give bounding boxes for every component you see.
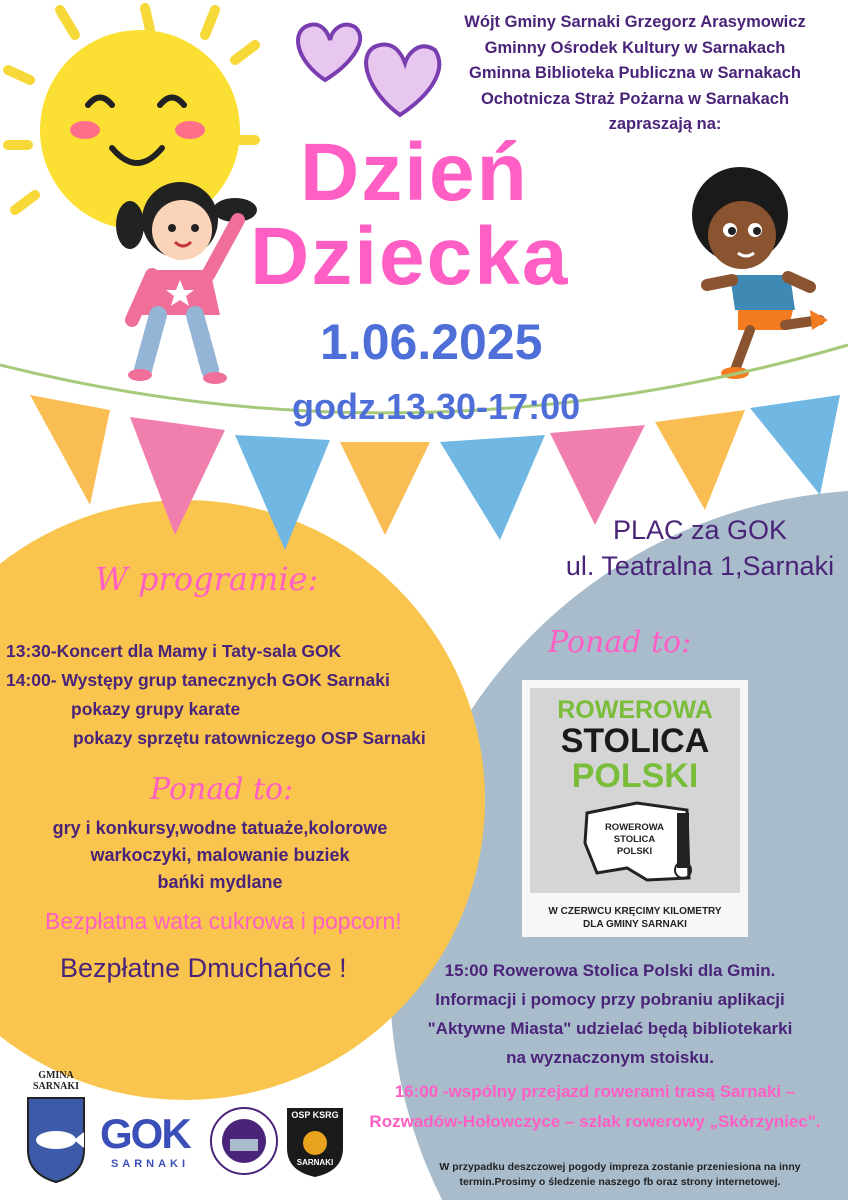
program-also-list (10, 815, 430, 896)
library-logo-icon (208, 1105, 280, 1177)
rsp-line2: STOLICA (560, 722, 710, 760)
program-item: 13:30-Koncert dla Mamy i Taty-sala GOK (6, 641, 342, 661)
also-item: warkoczyki, malowanie buziek (90, 845, 350, 865)
rsp-line3: POLSKI (571, 757, 699, 795)
rsp-caption-line2: DLA GMINY SARNAKI (583, 919, 687, 930)
rsp-caption (522, 905, 748, 931)
organizer-line: zapraszają na: (608, 115, 722, 133)
osp-logo-bottom: SARNAKI (296, 1158, 334, 1167)
organizer-line: Ochotnicza Straż Pożarna w Sarnakach (480, 89, 790, 108)
program-heading: W programie: (95, 560, 319, 598)
event-date: 1.06.2025 (320, 314, 543, 370)
gmina-logo-text1: GMINA (38, 1070, 74, 1081)
event-time: godz.13.30-17:00 (292, 386, 581, 427)
organizers-block (400, 10, 848, 138)
rsp-inner-line3: POLSKI (616, 846, 653, 857)
info-line: Informacji i pomocy przy pobraniu aplikacji (435, 990, 785, 1009)
rsp-inner-line2: STOLICA (613, 834, 656, 845)
place-line2: ul. Teatralna 1,Sarnaki (565, 551, 835, 581)
bike-ride-info (345, 1077, 845, 1137)
info-line: "Aktywne Miasta" udzielać będą bibliotekarki (427, 1019, 793, 1038)
bike-capital-info (380, 956, 840, 1072)
also-item: bańki mydlane (157, 872, 283, 892)
organizer-line: Gminny Ośrodek Kultury w Sarnakach (484, 38, 786, 57)
info-line: 15:00 Rowerowa Stolica Polski dla Gmin. (444, 961, 776, 980)
weather-note-line2: termin.Prosimy o śledzenie naszego fb oraz strony internetowej. (459, 1176, 781, 1188)
gok-sarnaki-logo (100, 1110, 205, 1180)
organizer-line: Gminna Biblioteka Publiczna w Sarnakach (469, 64, 801, 82)
place-line1: PLAC za GOK (612, 515, 788, 545)
ride-line: Rozwadów-Hołowczyce – szlak rowerowy „Skórzyniec". (369, 1112, 821, 1131)
rsp-caption-line1: W CZERWCU KRĘCIMY KILOMETRY (548, 906, 722, 917)
rowerowa-stolica-box (522, 680, 748, 937)
right-also-heading: Ponad to: (548, 625, 692, 660)
free-bouncy-castles: Bezpłatne Dmuchańce ! (60, 953, 347, 983)
rsp-inner (582, 822, 687, 858)
osp-logo-top: OSP KSRG (291, 1110, 339, 1120)
weather-note (395, 1160, 845, 1190)
also-item: gry i konkursy,wodne tatuaże,kolorowe (52, 818, 388, 838)
gmina-sarnaki-logo (22, 1070, 90, 1190)
rsp-line1: ROWEROWA (557, 696, 713, 724)
program-also-heading: Ponad to: (150, 772, 294, 807)
gok-logo-sub: SARNAKI (110, 1158, 190, 1170)
coat-of-arms-icon (22, 1092, 90, 1184)
program-list (6, 637, 526, 753)
gmina-logo-text2: SARNAKI (32, 1081, 80, 1092)
program-item: 14:00- Występy grup tanecznych GOK Sarnaki (6, 670, 390, 690)
gok-logo-text: GOK (100, 1110, 190, 1157)
event-place (560, 512, 840, 584)
ride-line: 16:00 -wspólny przejazd rowerami trasą Sarnaki – (394, 1082, 796, 1101)
free-cotton-candy: Bezpłatna wata cukrowa i popcorn! (45, 908, 402, 934)
rsp-inner-line1: ROWEROWA (604, 822, 665, 833)
event-title-line2: Dziecka (250, 211, 570, 302)
program-item: pokazy sprzętu ratowniczego OSP Sarnaki (73, 728, 426, 748)
event-title-line1: Dzień (300, 127, 529, 218)
info-line: na wyznaczonym stoisku. (506, 1048, 714, 1067)
program-item: pokazy grupy karate (71, 699, 241, 719)
weather-note-line1: W przypadku deszczowej pogody impreza zostanie przeniesiona na inny (439, 1161, 801, 1173)
organizer-line: Wójt Gminy Sarnaki Grzegorz Arasymowicz (464, 13, 806, 31)
